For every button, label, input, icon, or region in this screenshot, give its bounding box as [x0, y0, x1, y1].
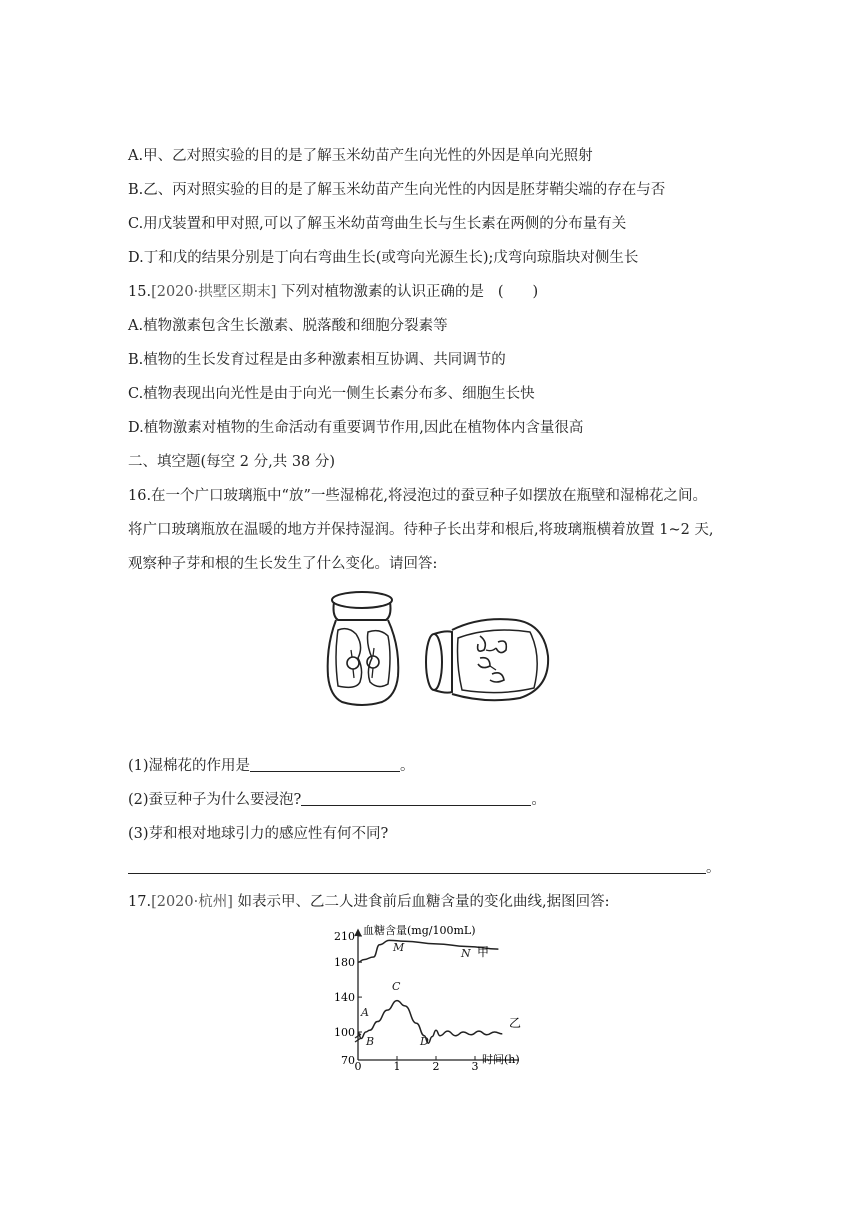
- q15-number: 15.: [128, 284, 152, 300]
- q17-stem-line: [128, 892, 610, 912]
- q14-option-b: B.乙、丙对照实验的目的是了解玉米幼苗产生向光性的内因是胚芽鞘尖端的存在与否: [128, 182, 666, 198]
- q17-source: [2020·杭州]: [151, 894, 233, 910]
- q17-number: 17.: [128, 894, 152, 910]
- y-tick-label: 140: [334, 991, 355, 1005]
- q15-option-c: C.植物表现出向光性是由于向光一侧生长素分布多、细胞生长快: [128, 386, 535, 402]
- q16-stem-line-2: 将广口玻璃瓶放在温暖的地方并保持湿润。待种子长出芽和根后,将玻璃瓶横着放置 1~2 天,: [128, 522, 714, 538]
- blood-glucose-chart: [325, 920, 525, 1070]
- label-n: N: [461, 947, 471, 960]
- upright-jar: [328, 592, 399, 705]
- label-m: M: [393, 941, 405, 954]
- y-axis-arrow: [355, 930, 361, 936]
- x-axis-label: 时间(h): [482, 1053, 520, 1066]
- q16-stem-line-1: 16.在一个广口玻璃瓶中“放”一些湿棉花,将浸泡过的蚕豆种子如摆放在瓶壁和湿棉花之间。: [128, 488, 707, 504]
- y-tick-label: 100: [334, 1026, 355, 1039]
- q14-option-c: C.用戊装置和甲对照,可以了解玉米幼苗弯曲生长与生长素在两侧的分布量有关: [128, 216, 627, 232]
- q15-stem: 下列对植物激素的认识正确的是: [281, 284, 484, 300]
- q15-stem-line: [128, 282, 538, 302]
- q16-sub1-period: 。: [400, 758, 415, 774]
- series-yi-line: [358, 1001, 502, 1044]
- x-tick-label: 0: [354, 1060, 362, 1070]
- y-axis-label: 血糖含量(mg/100mL): [363, 924, 476, 937]
- label-a: A: [361, 1006, 369, 1019]
- series-label-yi: 乙: [509, 1016, 522, 1030]
- label-b: B: [366, 1035, 375, 1048]
- q16-sub3-answer-line: [128, 858, 721, 878]
- x-tick-label: 2: [432, 1060, 440, 1070]
- q15-source: [2020·拱墅区期末]: [151, 284, 277, 300]
- q16-sub1: [128, 756, 415, 776]
- q15-option-b: B.植物的生长发育过程是由多种激素相互协调、共同调节的: [128, 352, 506, 368]
- q16-sub3: (3)芽和根对地球引力的感应性有何不同?: [128, 826, 389, 842]
- section-heading: 二、填空题(每空 2 分,共 38 分): [128, 454, 336, 470]
- q15-answer-paren: ( ): [497, 284, 539, 300]
- label-c: C: [392, 980, 401, 993]
- q15-option-d: D.植物激素对植物的生命活动有重要调节作用,因此在植物体内含量很高: [128, 420, 584, 436]
- q16-sub1-text: (1)湿棉花的作用是: [128, 758, 251, 774]
- y-tick-label: 210: [334, 930, 355, 943]
- q16-sub2: [128, 790, 546, 810]
- series-label-jia: 甲: [477, 945, 490, 959]
- q16-stem-line-3: 观察种子芽和根的生长发生了什么变化。请回答:: [128, 556, 438, 572]
- label-d: D: [420, 1035, 429, 1048]
- x-tick-label: 1: [393, 1060, 401, 1070]
- y-tick-label: 70: [341, 1054, 355, 1067]
- answer-blank-2[interactable]: [301, 791, 531, 806]
- q16-jar-figure: [320, 586, 560, 716]
- q16-sub3-period: 。: [706, 860, 721, 876]
- q17-stem: 如表示甲、乙二人进食前后血糖含量的变化曲线,据图回答:: [237, 894, 610, 910]
- answer-blank-3[interactable]: [128, 859, 706, 874]
- answer-blank-1[interactable]: [250, 757, 400, 772]
- q14-option-a: A.甲、乙对照实验的目的是了解玉米幼苗产生向光性的外因是单向光照射: [128, 148, 593, 164]
- q16-sub2-text: (2)蚕豆种子为什么要浸泡?: [128, 792, 302, 808]
- sideways-jar: [426, 619, 548, 700]
- q14-option-d: D.丁和戊的结果分别是丁向右弯曲生长(或弯向光源生长);戊弯向琼脂块对侧生长: [128, 250, 639, 266]
- y-tick-label: 180: [334, 956, 355, 970]
- q16-sub2-period: 。: [531, 792, 546, 808]
- q15-option-a: A.植物激素包含生长激素、脱落酸和细胞分裂素等: [128, 318, 448, 334]
- x-tick-label: 3: [471, 1060, 479, 1070]
